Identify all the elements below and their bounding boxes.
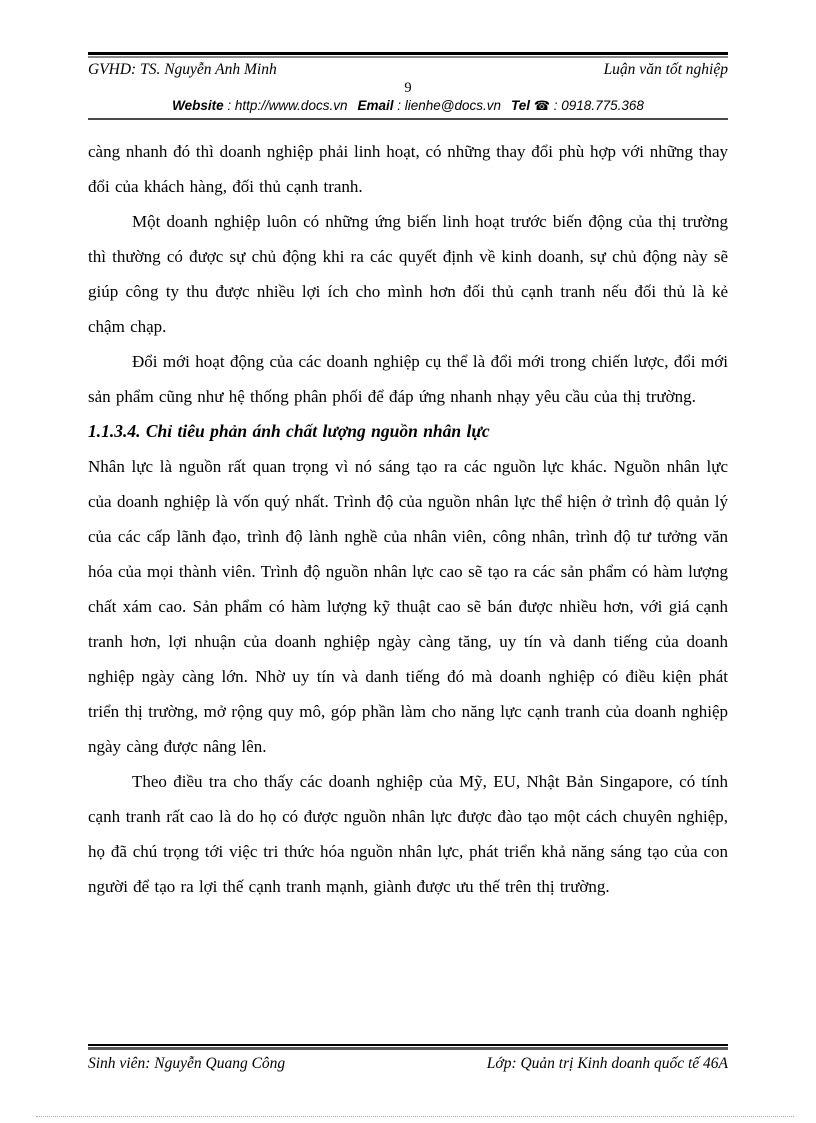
footer-class-text: Lớp: Quản trị Kinh doanh quốc tế 46A <box>486 1055 728 1072</box>
website-label: Website <box>172 98 224 113</box>
email-label: Email <box>357 98 394 113</box>
paragraph: Nhân lực là nguồn rất quan trọng vì nó sáng tạo ra các nguồn lực khác. Nguồn nhân lực của doanh nghiệp là vốn quý nhất. Trình độ của nguồn nhân lực thể hiện ở trình độ quản lý của các cấp lãnh đạo, trình độ lành nghề của nhân viên, công nhân, trình độ tư tưởng văn hóa của mọi thành viên. Trình độ nguồn nhân lực cao sẽ tạo ra các sản phẩm có hàm lượng chất xám cao. Sản phẩm có hàm lượng kỹ thuật cao sẽ bán được nhiều hơn, với giá cạnh tranh hơn, lợi nhuận của doanh nghiệp ngày càng tăng, uy tín và danh tiếng của doanh nghiệp ngày càng lớn. Nhờ uy tín và danh tiếng đó mà doanh nghiệp có điều kiện phát triển thị trường, mở rộng quy mô, góp phần làm cho năng lực cạnh tranh của doanh nghiệp ngày càng được nâng lên. <box>88 457 728 756</box>
paragraph: Đổi mới hoạt động của các doanh nghiệp cụ thể là đổi mới trong chiến lược, đổi mới sản phẩm cũng như hệ thống phân phối để đáp ứng nhanh nhạy yêu cầu của thị trường. <box>88 352 728 406</box>
tel-label: Tel <box>511 98 531 113</box>
header-row <box>88 60 728 80</box>
header-doc-title-text: Luận văn tốt nghiệp <box>603 61 728 78</box>
page-number: 9 <box>404 80 412 96</box>
footer-row <box>88 1054 728 1074</box>
document-body <box>88 134 728 904</box>
website-url: : http://www.docs.vn <box>227 98 348 113</box>
paragraph: càng nhanh đó thì doanh nghiệp phải linh hoạt, có những thay đổi phù hợp với những thay đổi của khách hàng, đối thủ cạnh tranh. <box>88 142 728 196</box>
footer-student-text: Sinh viên: Nguyễn Quang Công <box>88 1055 286 1072</box>
header-advisor-text: GVHD: TS. Nguyễn Anh Minh <box>88 61 277 78</box>
header-double-rule <box>88 52 728 58</box>
footer-double-rule <box>88 1044 728 1050</box>
section-heading: 1.1.3.4. Chỉ tiêu phản ánh chất lượng nguồn nhân lực <box>88 421 490 441</box>
page-header <box>88 52 728 120</box>
paragraph: Theo điều tra cho thấy các doanh nghiệp của Mỹ, EU, Nhật Bản Singapore, có tính cạnh tranh rất cao là do họ có được nguồn nhân lực được đào tạo một cách chuyên nghiệp, họ đã chú trọng tới việc tri thức hóa nguồn nhân lực, phát triển khả năng sáng tạo của con người để tạo ra lợi thế cạnh tranh mạnh, giành được ưu thế trên thị trường. <box>88 772 728 896</box>
tel-number: : 0918.775.368 <box>553 98 644 113</box>
phone-icon: ☎ <box>533 98 551 113</box>
page-bottom-dotted-line <box>36 1116 794 1117</box>
page-footer <box>88 1044 728 1074</box>
email-address: : lienhe@docs.vn <box>397 98 502 113</box>
header-contact-line <box>88 97 728 120</box>
paragraph: Một doanh nghiệp luôn có những ứng biến linh hoạt trước biến động của thị trường thì thường có được sự chủ động khi ra các quyết định về kinh doanh, sự chủ động này sẽ giúp công ty thu được nhiều lợi ích cho mình hơn đối thủ cạnh tranh nếu đối thủ là kẻ chậm chạp. <box>88 212 728 336</box>
